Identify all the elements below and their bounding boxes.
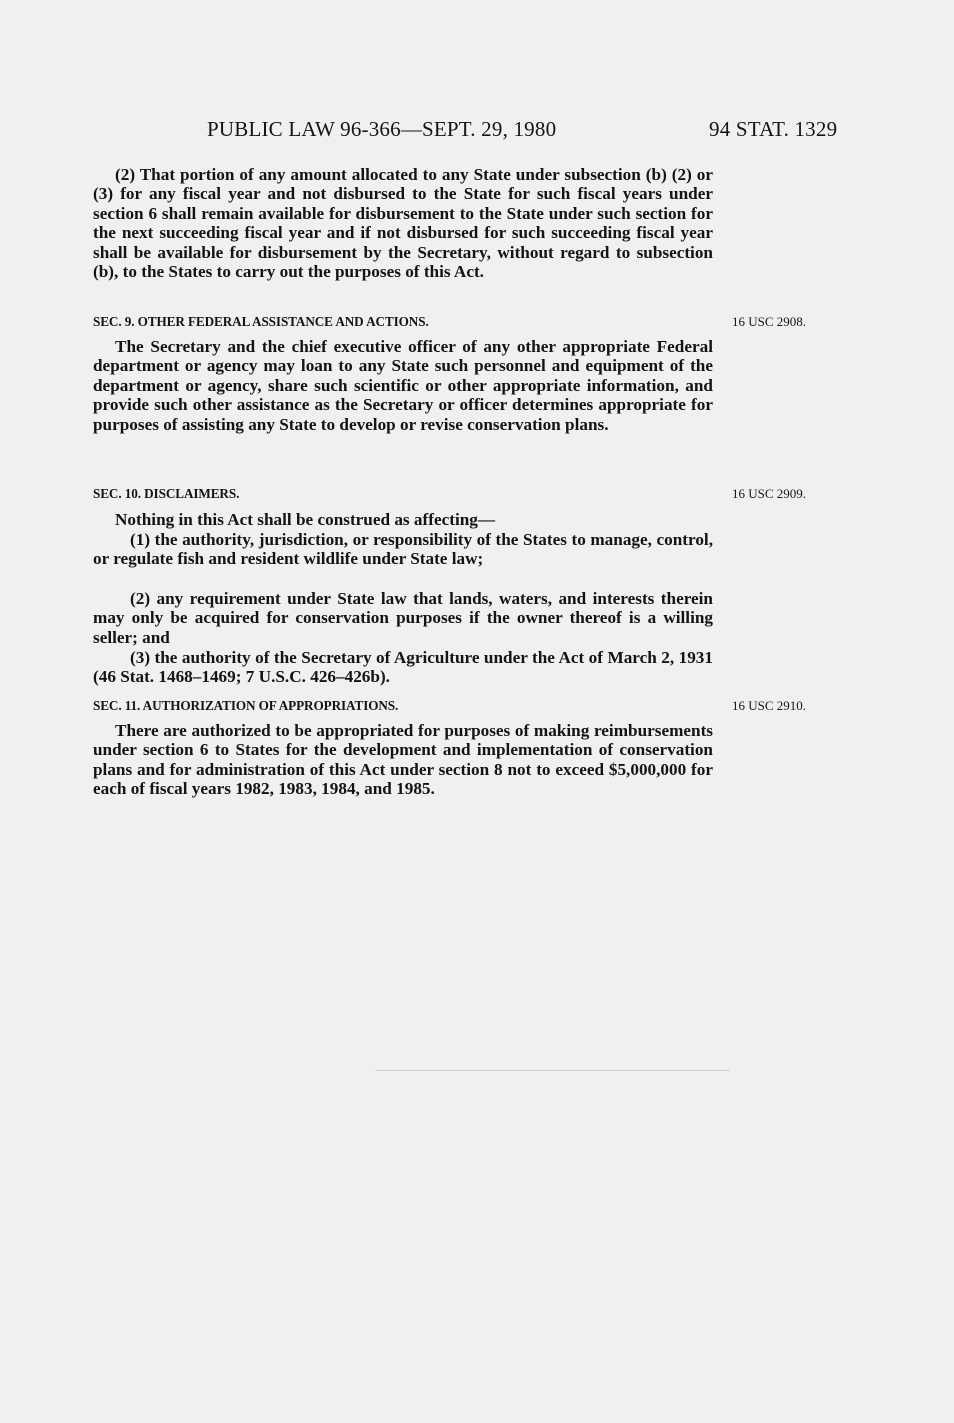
section-8b2-paragraph: (2) That portion of any amount allocated to any State under subsection (b) (2) or (3) for any fiscal year and not disbursed to the State for such fiscal years under section 6 shall remain available for disbursement to the State under such section for the next succeeding fiscal year and if not disbursed for such succeeding fiscal year shall be available for disbursement by the Secretary, without regard to subsection (b), to the States to carry out the purposes of this Act. bbox=[93, 165, 713, 282]
bleed-through-rule bbox=[375, 1070, 730, 1071]
section-10-heading: SEC. 10. DISCLAIMERS. bbox=[93, 486, 240, 501]
running-head: PUBLIC LAW 96-366—SEPT. 29, 1980 bbox=[207, 117, 557, 141]
stat-page-number: 94 STAT. 1329 bbox=[709, 117, 838, 141]
section-10-margin-note: 16 USC 2909. bbox=[732, 486, 807, 501]
section-9-text: The Secretary and the chief executive officer of any other appropriate Federal department or agency may loan to any State such personnel and equipment of the department or agency, share such scientific or other appropriate information, and provide such other assistance as the Secretary or officer determines appropriate for purposes of assisting any State to develop or revise conservation plans. bbox=[93, 337, 713, 434]
section-11-heading: SEC. 11. AUTHORIZATION OF APPROPRIATIONS. bbox=[93, 698, 399, 713]
section-10-item-1: (1) the authority, jurisdiction, or responsibility of the States to manage, control, or regulate fish and resident wildlife under State law; bbox=[93, 530, 713, 569]
section-11-text: There are authorized to be appropriated for purposes of making reimbursements under section 6 to States for the development and implementation of conservation plans and for administration of this Act under section 8 not to exceed $5,000,000 for each of fiscal years 1982, 1983, 1984, and 1985. bbox=[93, 721, 713, 799]
section-9-margin-note: 16 USC 2908. bbox=[732, 314, 807, 329]
section-10-item-2: (2) any requirement under State law that lands, waters, and interests therein may only be acquired for conservation purposes if the owner thereof is a willing seller; and bbox=[93, 589, 713, 647]
section-11-margin-note: 16 USC 2910. bbox=[732, 698, 807, 713]
section-9-heading: SEC. 9. OTHER FEDERAL ASSISTANCE AND ACTIONS. bbox=[93, 314, 429, 329]
section-10-item-3: (3) the authority of the Secretary of Agriculture under the Act of March 2, 1931 (46 Stat. 1468–1469; 7 U.S.C. 426–426b). bbox=[93, 648, 713, 687]
section-10-intro: Nothing in this Act shall be construed as affecting— bbox=[115, 510, 496, 529]
